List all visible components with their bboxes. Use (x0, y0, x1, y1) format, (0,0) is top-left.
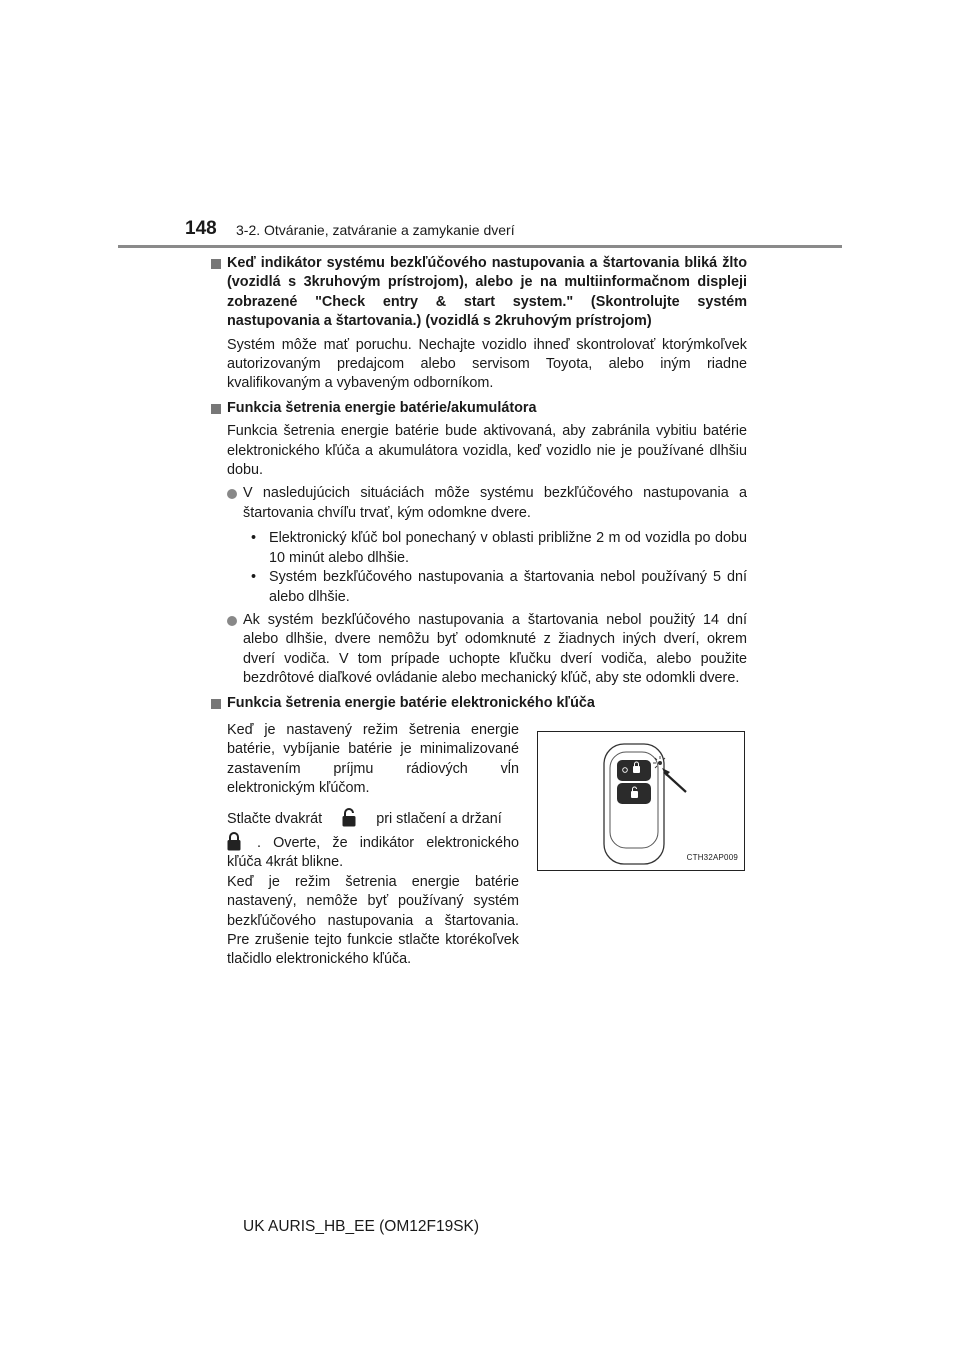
sub-bullet-icon: • (251, 569, 257, 586)
key-text (227, 721, 519, 970)
section-indicator-warning (211, 254, 747, 394)
key-instruction-continued (227, 832, 519, 970)
chapter-title: 3-2. Otváranie, zatváranie a zamykanie dverí (236, 222, 515, 238)
header-rule (118, 245, 842, 248)
circle-bullet-icon (227, 616, 237, 626)
sub-bullet-icon: • (251, 530, 257, 547)
sub-list-item (243, 568, 747, 607)
key-row (227, 721, 747, 970)
key-instruction (227, 808, 519, 829)
list-item (227, 611, 747, 689)
instruction-text: pri stlačení a držaní (376, 810, 502, 827)
section-body: Funkcia šetrenia energie batérie bude aktivovaná, aby zabránila vybitiu batérie elektronického kľúča a akumulátora vozidla, keď vozidlo nie je používané dlhšiu dobu. (227, 423, 747, 479)
section-heading: Funkcia šetrenia energie batérie/akumulátora (227, 399, 537, 416)
sub-list-item (243, 529, 747, 568)
square-bullet-icon (211, 404, 221, 414)
figure-code: CTH32AP009 (686, 852, 738, 862)
section-battery-saving (211, 399, 747, 689)
page-content (211, 254, 747, 970)
circle-bullet-icon (227, 489, 237, 499)
footer-model-code: UK AURIS_HB_EE (OM12F19SK) (243, 1218, 480, 1235)
list-item-text: V nasledujúcich situáciách môže systému bezkľúčového nastupovania a štartovania chvíľu trvať, kým odomkne dvere. (243, 485, 747, 521)
key-paragraph: Keď je režim šetrenia energie batérie nastavený, nemôže byť používaný systém bezkľúčového nastupovania a štartovania. Pre zrušenie tejto funkcie stlačte ktorékoľvek tlačidlo elektronického kľúča. (227, 873, 519, 968)
instruction-text: . Overte, že indikátor elektronického kľúča 4krát blikne. (227, 834, 519, 871)
page-number: 148 (185, 218, 217, 239)
section-body: Systém môže mať poruchu. Nechajte vozidlo ihneď skontrolovať ktorýmkoľvek autorizovaným predajcom alebo servisom Toyota, alebo iným riadne kvalifikovaným a vybaveným odborníkom. (227, 336, 747, 392)
unlock-icon (342, 808, 356, 827)
list-item-text: Ak systém bezkľúčového nastupovania a štartovania nebol použitý 14 dní alebo dlhšie, dvere nemôžu byť odomknuté z žiadnych iných dverí, okrem dverí vodiča. V tom prípade uchopte kľučku dverí vodiča, alebo použite bezdrôtové diaľkové ovládanie alebo mechanický kľúč, aby ste odomkli dvere. (243, 611, 747, 687)
section-heading: Funkcia šetrenia energie batérie elektronického kľúča (227, 694, 595, 711)
lock-icon (227, 832, 241, 851)
key-paragraph: Keď je nastavený režim šetrenia energie batérie, vybíjanie batérie je minimalizované zastavením príjmu rádiových vĺn elektronickým kľúčom. (227, 721, 519, 797)
section-key-battery-saving (211, 694, 747, 970)
list-item (227, 484, 747, 523)
instruction-text: Stlačte dvakrát (227, 810, 323, 827)
sub-list-item-text: Elektronický kľúč bol ponechaný v oblasti približne 2 m od vozidla po dobu 10 minút alebo dlhšie. (269, 530, 747, 566)
square-bullet-icon (211, 259, 221, 269)
section-heading: Keď indikátor systému bezkľúčového nastupovania a štartovania bliká žlto (vozidlá s 3kruhovým prístrojom), alebo je na multiinformačnom displeji zobrazené "Check entry & start system." (Skontrolujte systém nastupovania a štartovania.) (vozidlá s 2kruhovým prístrojom) (227, 255, 747, 330)
key-figure (537, 731, 745, 871)
sub-list-item-text: Systém bezkľúčového nastupovania a štartovania nebol používaný 5 dní alebo dlhšie. (269, 569, 747, 605)
square-bullet-icon (211, 699, 221, 709)
